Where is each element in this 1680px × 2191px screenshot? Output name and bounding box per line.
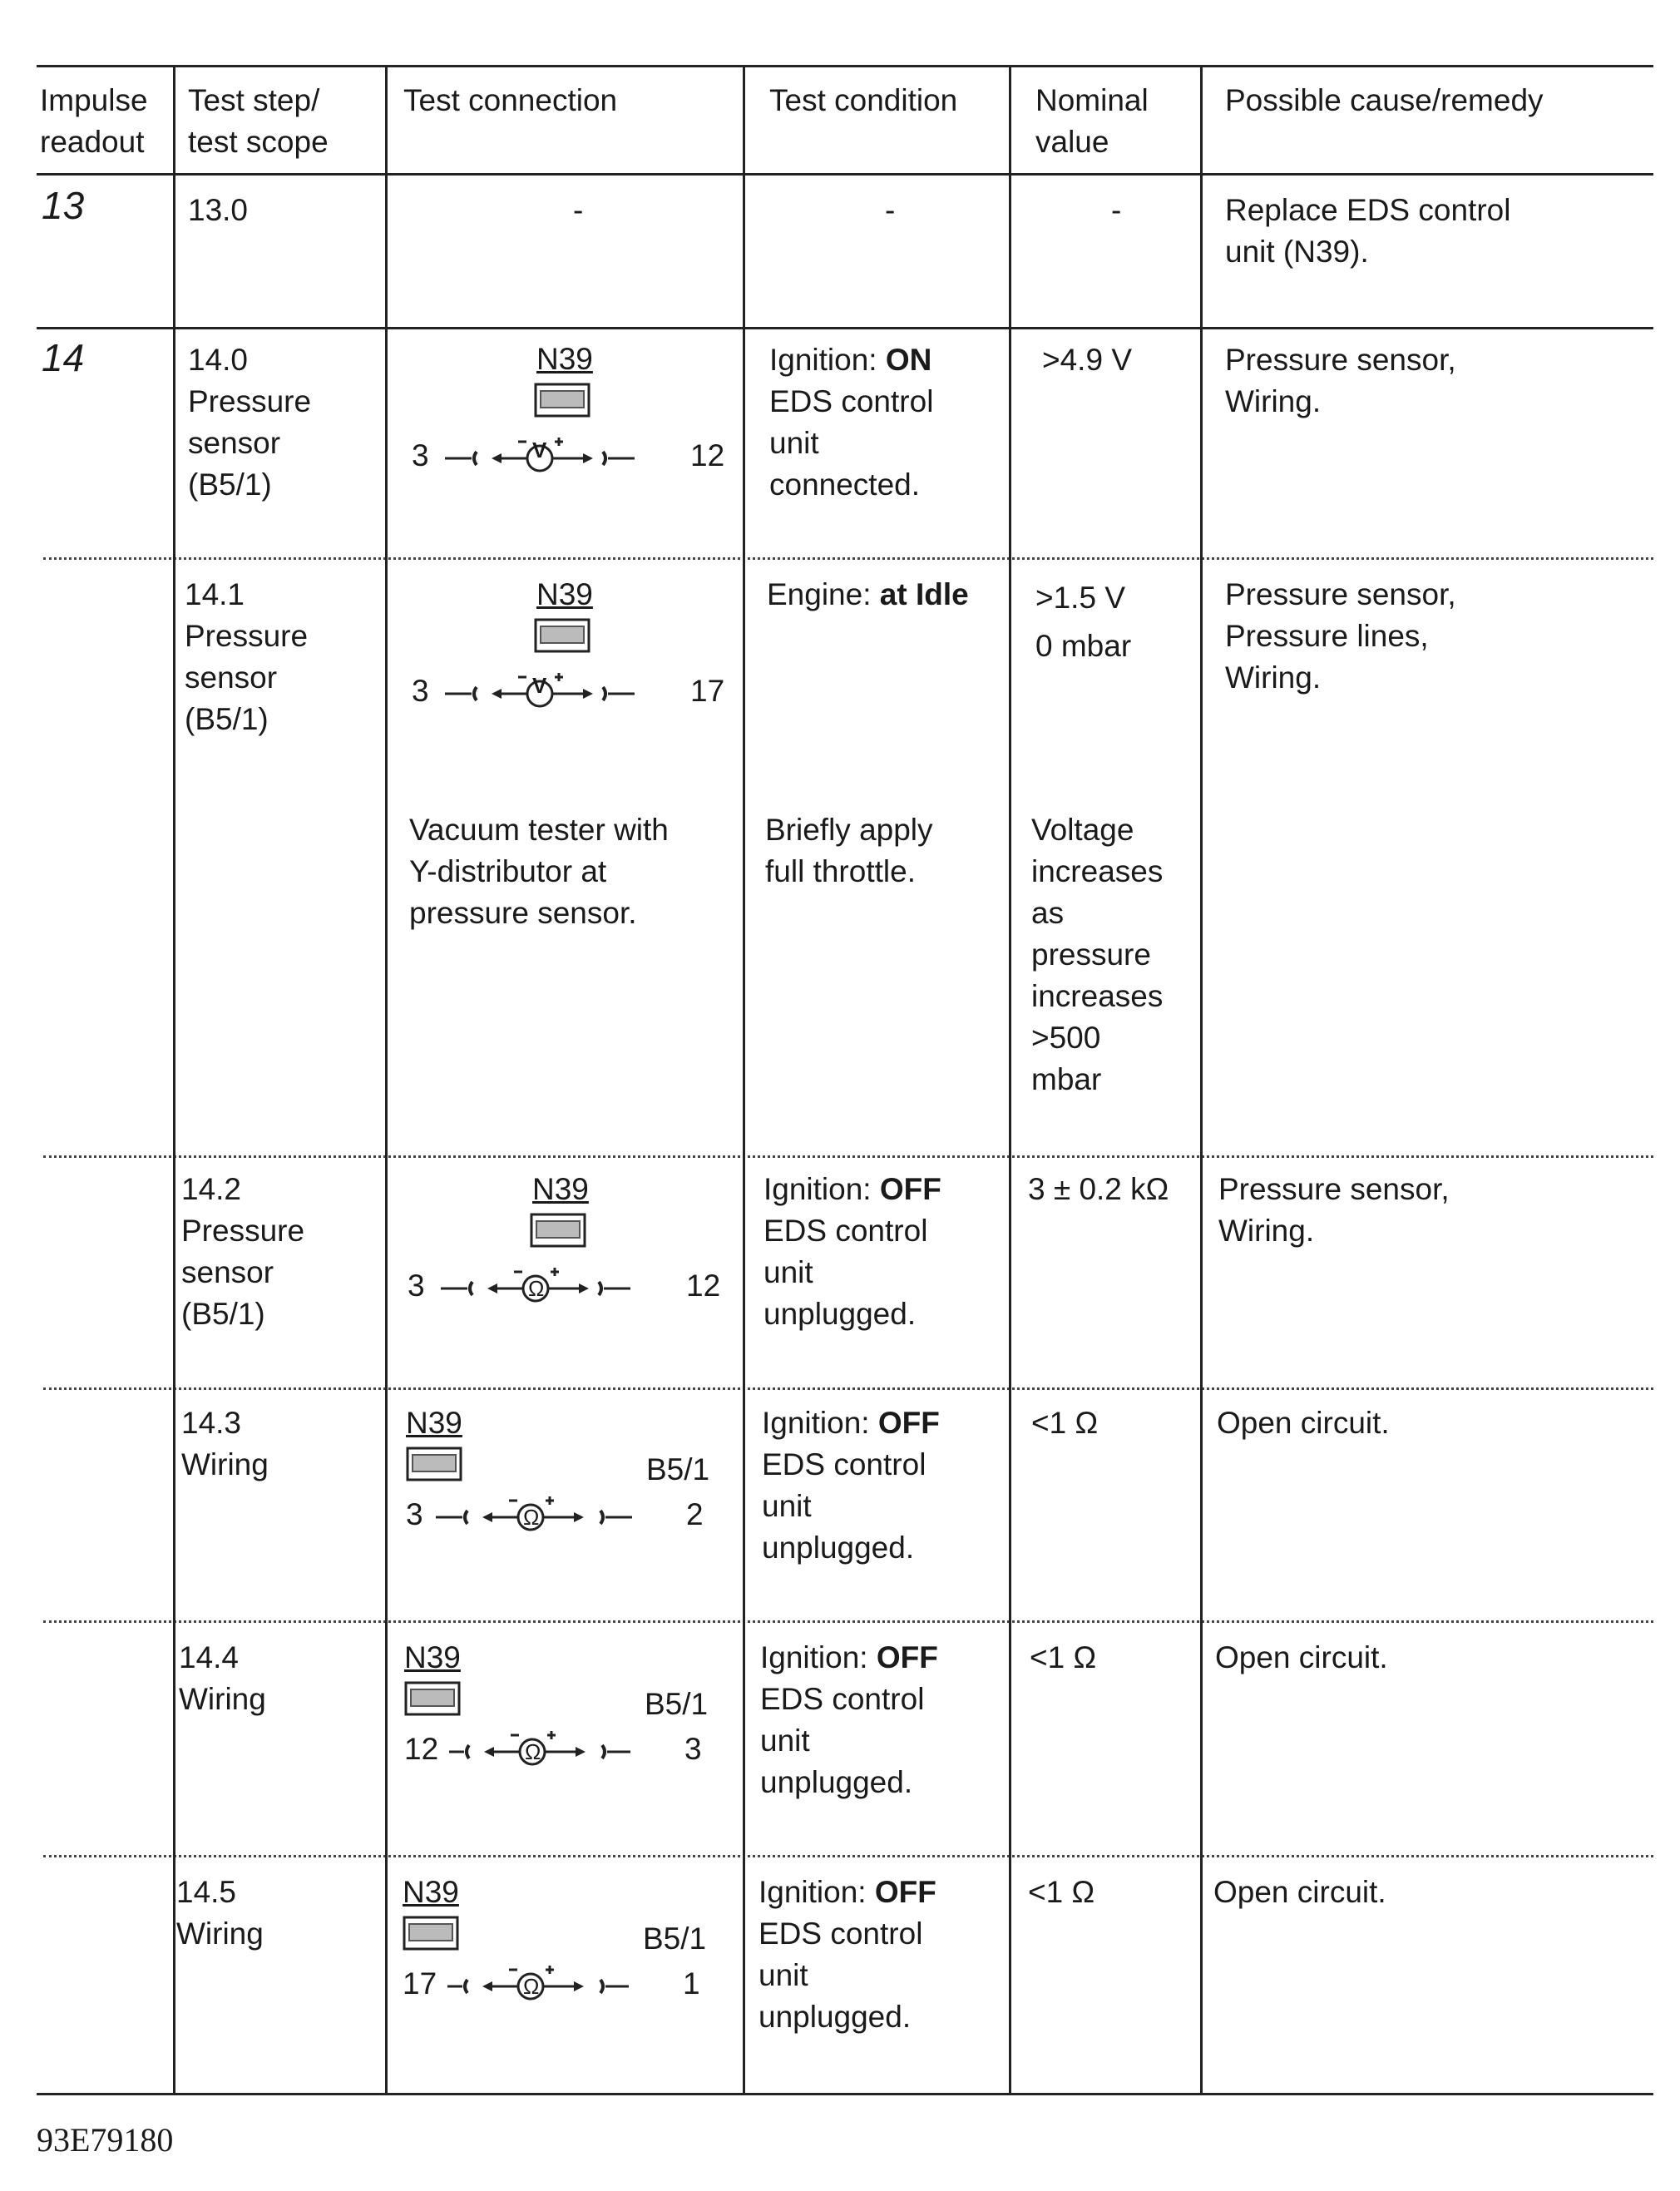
nominal-note-14-1: Voltage increases as pressure increases >500 mbar [1031,813,1164,1096]
row-divider-14-4 [43,1620,1653,1623]
condition-14-1: Engine: at Idle [767,577,969,611]
pin-right: 17 [690,674,725,708]
ohmmeter-icon [441,1958,657,2008]
remedy-14-0: Pressure sensor, Wiring. [1225,343,1456,418]
condition-14-4: Ignition: OFF EDS control unit unplugged. [760,1640,938,1799]
nominal-14-2: 3 ± 0.2 kΩ [1028,1172,1169,1206]
step-14-3: 14.3 Wiring [181,1406,269,1481]
connection-note-14-1: Vacuum tester with Y-distributor at pressure sensor. [409,813,669,930]
connection-diagram-14-2 [399,1167,736,1317]
ohmmeter-icon [442,1724,659,1773]
row-divider-14-5 [43,1855,1653,1857]
pin-right: 2 [686,1497,704,1531]
connector-label: N39 [532,1172,589,1206]
connector-label-right: B5/1 [645,1687,709,1721]
pin-left: 3 [406,1497,423,1531]
header-test-condition: Test condition [769,83,958,117]
header-possible-cause: Possible cause/remedy [1225,83,1544,117]
nominal-14-5: <1 Ω [1028,1875,1095,1909]
connector-label: N39 [536,577,593,611]
connector-block-icon [404,1681,462,1719]
connector-label: N39 [403,1875,459,1909]
header-test-connection: Test connection [403,83,618,117]
meter-symbol: Ω [523,1505,540,1530]
remedy-14-2: Pressure sensor, Wiring. [1218,1172,1450,1248]
nominal-14-3: <1 Ω [1031,1406,1099,1440]
connection-diagram-14-0 [403,337,740,487]
table-bottom-rule [37,2093,1653,2095]
meter-symbol: Ω [528,1276,545,1301]
meter-symbol: Ω [523,1974,540,1999]
impulse-readout-13: 13 [42,184,85,227]
pin-right: 1 [683,1966,700,2001]
meter-symbol: Ω [525,1739,541,1764]
condition-13-0: - [885,193,896,227]
connector-label: N39 [404,1640,461,1674]
connection-diagram-14-1 [403,572,740,722]
step-14-4: 14.4 Wiring [179,1640,266,1716]
step-14-5: 14.5 Wiring [176,1875,264,1951]
nominal-14-1: >1.5 V 0 mbar [1035,581,1132,663]
row-divider-14-2 [43,1155,1653,1158]
connection-13-0: - [573,193,584,227]
pin-right: 12 [690,438,725,472]
header-nominal-value: Nominal value [1035,83,1149,159]
condition-14-0: Ignition: ON EDS control unit connected. [769,343,934,502]
document-code: 93E79180 [37,2121,174,2159]
meter-symbol: V [532,673,547,698]
connector-label: N39 [406,1406,462,1440]
connector-block-icon [403,1916,461,1954]
connection-diagram-14-5 [396,1870,733,2020]
column-divider-4 [1009,65,1011,2093]
nominal-14-0: >4.9 V [1042,343,1133,377]
connection-diagram-14-3 [399,1401,736,1551]
step-14-2: 14.2 Pressure sensor (B5/1) [181,1172,305,1331]
header-impulse-readout: Impulse readout [40,83,148,159]
column-divider-1 [173,65,175,2093]
row-13-rule [37,327,1653,329]
header-test-step: Test step/ test scope [188,83,329,159]
connector-label-right: B5/1 [643,1921,707,1956]
remedy-14-1: Pressure sensor, Pressure lines, Wiring. [1225,577,1456,695]
connector-block-icon [406,1447,464,1485]
connector-block-icon [534,383,592,421]
pin-left: 3 [412,438,429,472]
condition-14-3: Ignition: OFF EDS control unit unplugged. [762,1406,940,1565]
pin-left: 3 [412,674,429,708]
impulse-readout-14: 14 [42,336,85,379]
connector-label: N39 [536,342,593,376]
connector-label-right: B5/1 [646,1452,710,1486]
remedy-13-0: Replace EDS control unit (N39). [1225,193,1511,269]
pin-left: 17 [403,1966,437,2001]
condition-14-5: Ignition: OFF EDS control unit unplugged. [758,1875,936,2034]
pin-left: 3 [408,1269,425,1303]
remedy-14-3: Open circuit. [1217,1406,1390,1440]
column-divider-3 [743,65,745,2093]
remedy-14-4: Open circuit. [1215,1640,1388,1674]
step-13-0: 13.0 [188,193,249,227]
column-divider-2 [385,65,388,2093]
pin-right: 3 [684,1732,702,1766]
nominal-14-4: <1 Ω [1030,1640,1097,1674]
connector-block-icon [534,618,592,656]
row-divider-14-1 [43,557,1653,560]
step-14-1: 14.1 Pressure sensor (B5/1) [185,577,309,736]
meter-symbol: V [532,438,547,462]
row-divider-14-3 [43,1387,1653,1390]
remedy-14-5: Open circuit. [1213,1875,1386,1909]
connection-diagram-14-4 [398,1635,734,1785]
header-rule [37,173,1653,176]
table-top-rule [37,65,1653,67]
pin-right: 12 [686,1269,721,1303]
pin-left: 12 [404,1732,439,1766]
connector-block-icon [530,1213,588,1251]
nominal-13-0: - [1111,193,1122,227]
column-divider-5 [1200,65,1203,2093]
condition-note-14-1: Briefly apply full throttle. [765,813,933,888]
step-14-0: 14.0 Pressure sensor (B5/1) [188,343,312,502]
condition-14-2: Ignition: OFF EDS control unit unplugged. [763,1172,941,1331]
